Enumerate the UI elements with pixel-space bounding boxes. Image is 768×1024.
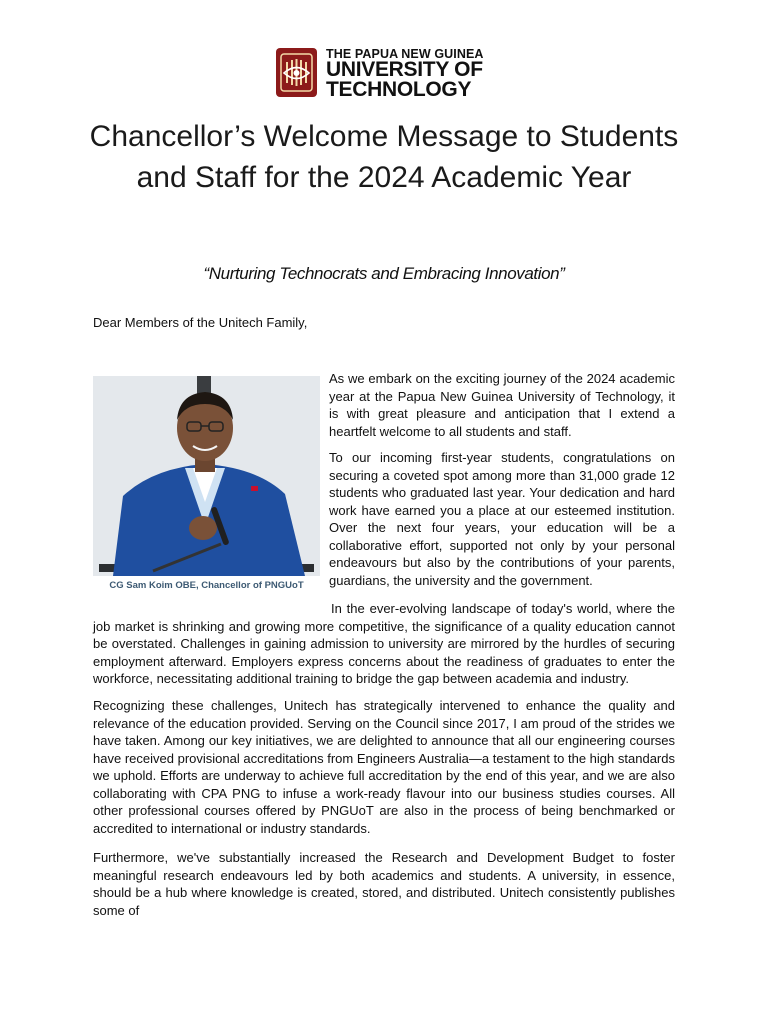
page-title: Chancellor’s Welcome Message to Students and Staff for the 2024 Academic Year — [89, 120, 679, 194]
salutation: Dear Members of the Unitech Family, — [93, 315, 308, 330]
university-name-line1: THE PAPUA NEW GUINEA — [326, 47, 484, 61]
university-name-line2: UNIVERSITY OF — [326, 58, 483, 81]
page-subtitle: “Nurturing Technocrats and Embracing Innovation” — [203, 264, 565, 283]
photo-caption: CG Sam Koim OBE, Chancellor of PNGUoT — [109, 580, 304, 591]
university-logo-icon — [276, 48, 317, 97]
paragraph-first-years: To our incoming first-year students, congratulations on securing a coveted spot among more than 31,000 grade 12 students who graduated last year. Your dedication and hard work have earned you a place at our esteemed institution. Over the next four years, your education will be a collaborative effort, supported not only by your personal endeavours but also by the contributions of your parents, guardians, the university and the government. — [329, 450, 675, 588]
university-name-line3: TECHNOLOGY — [326, 78, 472, 101]
paragraph-landscape: In the ever-evolving landscape of today's world, where the job market is shrinking and growing more competitive, the significance of a quality education cannot be overstated. Challenges in gaining admission to university are mirrored by the hurdles of securing employment afterward. Employers express concerns about the readiness of graduates to enter the workforce, necessitating additional training to bridge the gap between academia and industry. — [93, 601, 675, 686]
paragraph-initiatives: Recognizing these challenges, Unitech has strategically intervened to enhance the quality and relevance of the education provided. Serving on the Council since 2017, I am proud of the strides we have taken. Among our key initiatives, we are delighted to announce that all our engineering courses have received provisional accreditations from Engineers Australia—a testament to the high standards we uphold. Efforts are underway to achieve full accreditation by the end of this year, and we are also collaborating with CPA PNG to infuse a work-ready flavour into our business studies courses. All other professional courses offered by PNGUoT are also in the process of being benchmarked or accredited to international or industry standards. — [93, 698, 675, 836]
paragraph-research: Furthermore, we've substantially increased the Research and Development Budget to foster meaningful research endeavours led by both academics and students. A university, in essence, should be a hub where knowledge is created, stored, and distributed. Unitech consistently publishes some of — [93, 850, 675, 918]
university-header — [276, 46, 506, 100]
paragraph-intro: As we embark on the exciting journey of the 2024 academic year at the Papua New Guinea University of Technology, it is with great pleasure and anticipation that I extend a heartfelt welcome to all students and staff. — [329, 371, 675, 439]
chancellor-photo — [93, 376, 320, 576]
